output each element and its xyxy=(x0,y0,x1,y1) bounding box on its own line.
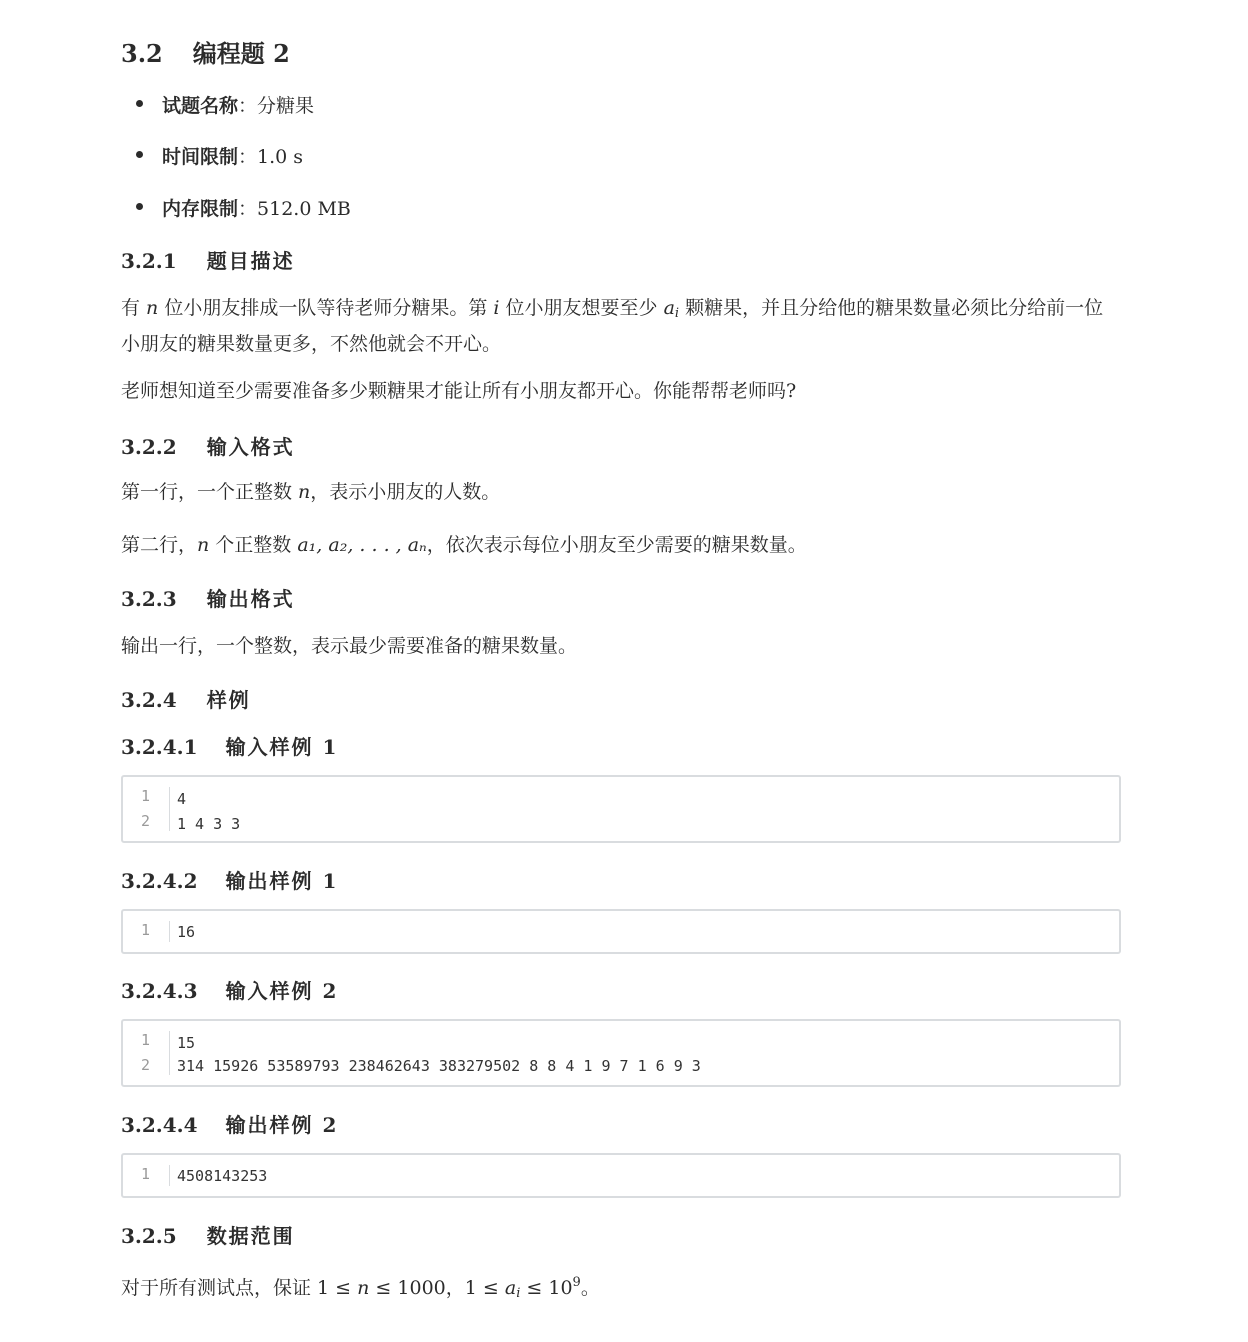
line-number: 2 xyxy=(141,1056,151,1074)
code-block-input-1[interactable] xyxy=(121,775,1121,843)
line-number: 1 xyxy=(141,787,151,805)
bullet-icon xyxy=(136,151,143,158)
meta-item-memory: 内存限制：512.0 MB xyxy=(138,194,351,221)
bullet-icon xyxy=(136,203,143,210)
subsection-heading-input: 3.2.2 输入格式 xyxy=(121,435,295,459)
subsection-heading-range: 3.2.5 数据范围 xyxy=(121,1224,295,1248)
code-block-output-1[interactable] xyxy=(121,909,1121,954)
bullet-icon xyxy=(136,100,143,107)
sample-heading-input-2: 3.2.4.3 输入样例 2 xyxy=(121,979,339,1003)
code-line: 1 4 3 3 xyxy=(177,815,241,833)
description-paragraph-2: 老师想知道至少需要准备多少颗糖果才能让所有小朋友都开心。你能帮帮老师吗? xyxy=(121,380,797,402)
sample-heading-output-1: 3.2.4.2 输出样例 1 xyxy=(121,869,339,893)
meta-value: 分糖果 xyxy=(257,95,315,117)
subsection-heading-output: 3.2.3 输出格式 xyxy=(121,587,295,611)
meta-item-name: 试题名称：分糖果 xyxy=(138,91,314,118)
input-format-line-2: 第二行，n 个正整数 a₁, a₂, . . . , aₙ，依次表示每位小朋友至少需要的糖果数量。 xyxy=(121,534,807,556)
code-line: 314 15926 53589793 238462643 383279502 8 8 4 1 9 7 1 6 9 3 xyxy=(177,1057,701,1075)
code-line: 4 xyxy=(177,790,187,808)
meta-key: 时间限制 xyxy=(162,146,239,168)
sample-heading-output-2: 3.2.4.4 输出样例 2 xyxy=(121,1113,339,1137)
meta-key: 试题名称 xyxy=(162,95,239,117)
meta-value: 1.0 s xyxy=(257,146,304,168)
code-line: 4508143253 xyxy=(177,1167,268,1185)
section-heading xyxy=(121,34,290,69)
data-range-text: 对于所有测试点，保证 1 ≤ n ≤ 1000，$1 \le a_i \le 10^9$。 xyxy=(121,1275,600,1301)
code-block-input-2[interactable] xyxy=(121,1019,1121,1087)
meta-key: 内存限制 xyxy=(162,198,239,220)
line-number: 2 xyxy=(141,812,151,830)
code-line: 15 xyxy=(177,1034,196,1052)
meta-value: 512.0 MB xyxy=(257,198,351,220)
subsection-heading-description: 3.2.1 题目描述 xyxy=(121,249,295,273)
line-number: 1 xyxy=(141,1031,151,1049)
section-title: 编程题 2 xyxy=(192,39,290,68)
description-paragraph-1: 有 n 位小朋友排成一队等待老师分糖果。第 i 位小朋友想要至少 $a_i$ 颗糖果，并且分给他的糖果数量必须比分给前一位小朋友的糖果数量更多，不然他就会不开心。 xyxy=(121,297,1104,355)
meta-item-time: 时间限制：1.0 s xyxy=(138,142,303,169)
code-line: 16 xyxy=(177,923,196,941)
subsection-heading-samples: 3.2.4 样例 xyxy=(121,688,251,712)
section-number: 3.2 xyxy=(121,39,163,68)
line-number: 1 xyxy=(141,1165,151,1183)
line-number: 1 xyxy=(141,921,151,939)
sample-heading-input-1: 3.2.4.1 输入样例 1 xyxy=(121,735,339,759)
output-format-text: 输出一行，一个整数，表示最少需要准备的糖果数量。 xyxy=(121,635,578,657)
input-format-line-1: 第一行，一个正整数 n，表示小朋友的人数。 xyxy=(121,481,501,503)
code-block-output-2[interactable] xyxy=(121,1153,1121,1198)
